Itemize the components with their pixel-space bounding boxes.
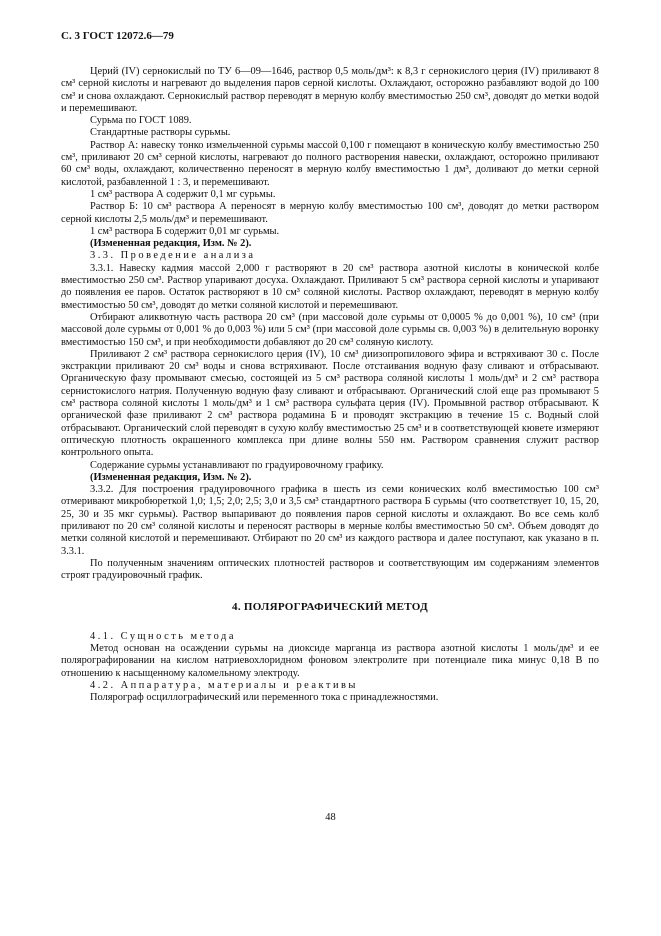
section-4-title: 4. ПОЛЯРОГРАФИЧЕСКИЙ МЕТОД xyxy=(232,601,428,614)
subsection-3-3-title: 3.3. Проведение анализа xyxy=(90,250,256,262)
paragraph-antimony: Сурьма по ГОСТ 1089. xyxy=(90,115,192,127)
paragraph-extraction: Приливают 2 см³ раствора сернокислого церия (IV), 10 см³ диизопропилового эфира и встряхивают 30 с. После экстракции приливают 20 см³ воды и снова встряхивают. После отстаивания водную фазу сливают и отбрасывают. Органическую фазу промывают смесью, состоящей из 5 см³ раствора соляной кислоты 1 моль/дм³ и 2 см³ раствора сернистокислого натрия. Полученную водную фазу сливают и отбрасывают. Органический слой еще раз промывают 5 см³ раствора соляной кислоты 1 моль/дм³ и 1 см³ раствора сульфата церия (IV). Промывной раствор отбрасывают. К органической фазе приливают 2 см³ раствора родамина Б и проводят экстракцию в течение 15 с. Водный слой отбрасывают. Органический слой переводят в сухую колбу вместимостью 25 см³ и в соответствующей кювете измеряют оптическую плотность окрашенного комплекса при длине волны 550 нм. Раствором сравнения служит раствор контрольного опыта. xyxy=(61,348,599,459)
paragraph-3-3-2: 3.3.2. Для построения градуировочного графика в шесть из семи конических колб вместимостью 100 см³ отмеривают микробюреткой 1,0; 1,5; 2,0; 2,5; 3,0 и 3,5 см³ стандартного раствора Б сурьмы (что соответствует 10, 15, 20, 25, 30 и 35 мкг сурьмы). Раствор выпаривают до появления паров серной кислоты и охлаждают. Во все семь колб приливают по 20 см³ соляной кислоты и переносят растворы в мерные колбы вместимостью 50 см³. Объем доводят до метки соляной кислотой и перемешивают. Отбирают по 20 см³ из каждого раствора и далее поступают, как указано в п. 3.3.1. xyxy=(61,484,599,557)
paragraph-aliquot: Отбирают аликвотную часть раствора 20 см³ (при массовой доле сурьмы от 0,0005 % до 0,001 %), 10 см³ (при массовой доле сурьмы от 0,001 % до 0,003 %) или 5 см³ (при массовой доле сурьмы св. 0,003 %) в делительную воронку вместимостью 150 см³, и при необходимости добавляют до 20 см³ соляную кислоту. xyxy=(61,311,599,348)
paragraph-4-2: Полярограф осциллографический или переменного тока с принадлежностями. xyxy=(90,692,439,704)
amendment-note-1: (Измененная редакция, Изм. № 2). xyxy=(90,238,252,250)
page-number: 48 xyxy=(325,812,336,823)
amendment-note-2: (Измененная редакция, Изм. № 2). xyxy=(90,471,252,483)
paragraph-3-3-1: 3.3.1. Навеску кадмия массой 2,000 г растворяют в 20 см³ раствора азотной кислоты в конической колбе вместимостью 250 см³. Раствор упаривают досуха. Охлаждают. Приливают 5 см³ раствора серной кислоты и упаривают до появления ее паров. Остаток растворяют в 10 см³ соляной кислоты. Раствор охлаждают, переводят в мерную колбу вместимостью 50 см³, доводят до метки соляной кислотой и перемешивают. xyxy=(61,262,599,311)
paragraph-4-1: Метод основан на осаждении сурьмы на диоксиде марганца из раствора азотной кислоты 1 моль/дм³ и ее полярографировании на кислом натриевохлоридном фоновом электролите при потенциале пика минус 0,18 В по отношению к насыщенному каломельному электроду. xyxy=(61,643,599,679)
paragraph-solution-a: Раствор А: навеску тонко измельченной сурьмы массой 0,100 г помещают в коническую колбу вместимостью 250 см³, приливают 20 см³ серной кислоты, нагревают до полного растворения навески, охлаждают, осторожно приливают 60 см³ воды, охлаждают, количественно переносят в мерную колбу вместимостью 1 дм³, доливают до метки серной кислотой, разбавленной 1 : 3, и перемешивают. xyxy=(61,139,599,188)
document-body xyxy=(61,66,599,705)
subsection-4-2-title: 4.2. Аппаратура, материалы и реактивы xyxy=(90,679,358,691)
paragraph-solution-b-content: 1 см³ раствора Б содержит 0,01 мг сурьмы. xyxy=(90,225,280,237)
paragraph-solution-a-content: 1 см³ раствора А содержит 0,1 мг сурьмы. xyxy=(90,188,276,200)
paragraph-standard-solutions: Стандартные растворы сурьмы. xyxy=(90,127,231,139)
paragraph-solution-b: Раствор Б: 10 см³ раствора А переносят в мерную колбу вместимостью 100 см³, доводят до метки раствором серной кислоты 2,5 моль/дм³ и перемешивают. xyxy=(61,201,599,225)
page-header: С. 3 ГОСТ 12072.6—79 xyxy=(61,30,174,42)
subsection-4-1-title: 4.1. Сущность метода xyxy=(90,630,236,642)
paragraph-calibration-graph: По полученным значениям оптических плотностей растворов и соответствующим им содержаниям элементов строят градуировочный график. xyxy=(61,557,599,582)
paragraph-cerium-reagent: Церий (IV) сернокислый по ТУ 6—09—1646, раствор 0,5 моль/дм³: к 8,3 г сернокислого церия (IV) приливают 8 см³ серной кислоты и нагревают до выделения паров серной кислоты. Охлаждают, осторожно разбавляют водой до 100 см³ и снова охлаждают. Сернокислый раствор переводят в мерную колбу вместимостью 250 см³, доводят до метки водой и перемешивают. xyxy=(61,66,599,114)
paragraph-calibration-note: Содержание сурьмы устанавливают по градуировочному графику. xyxy=(90,459,384,471)
